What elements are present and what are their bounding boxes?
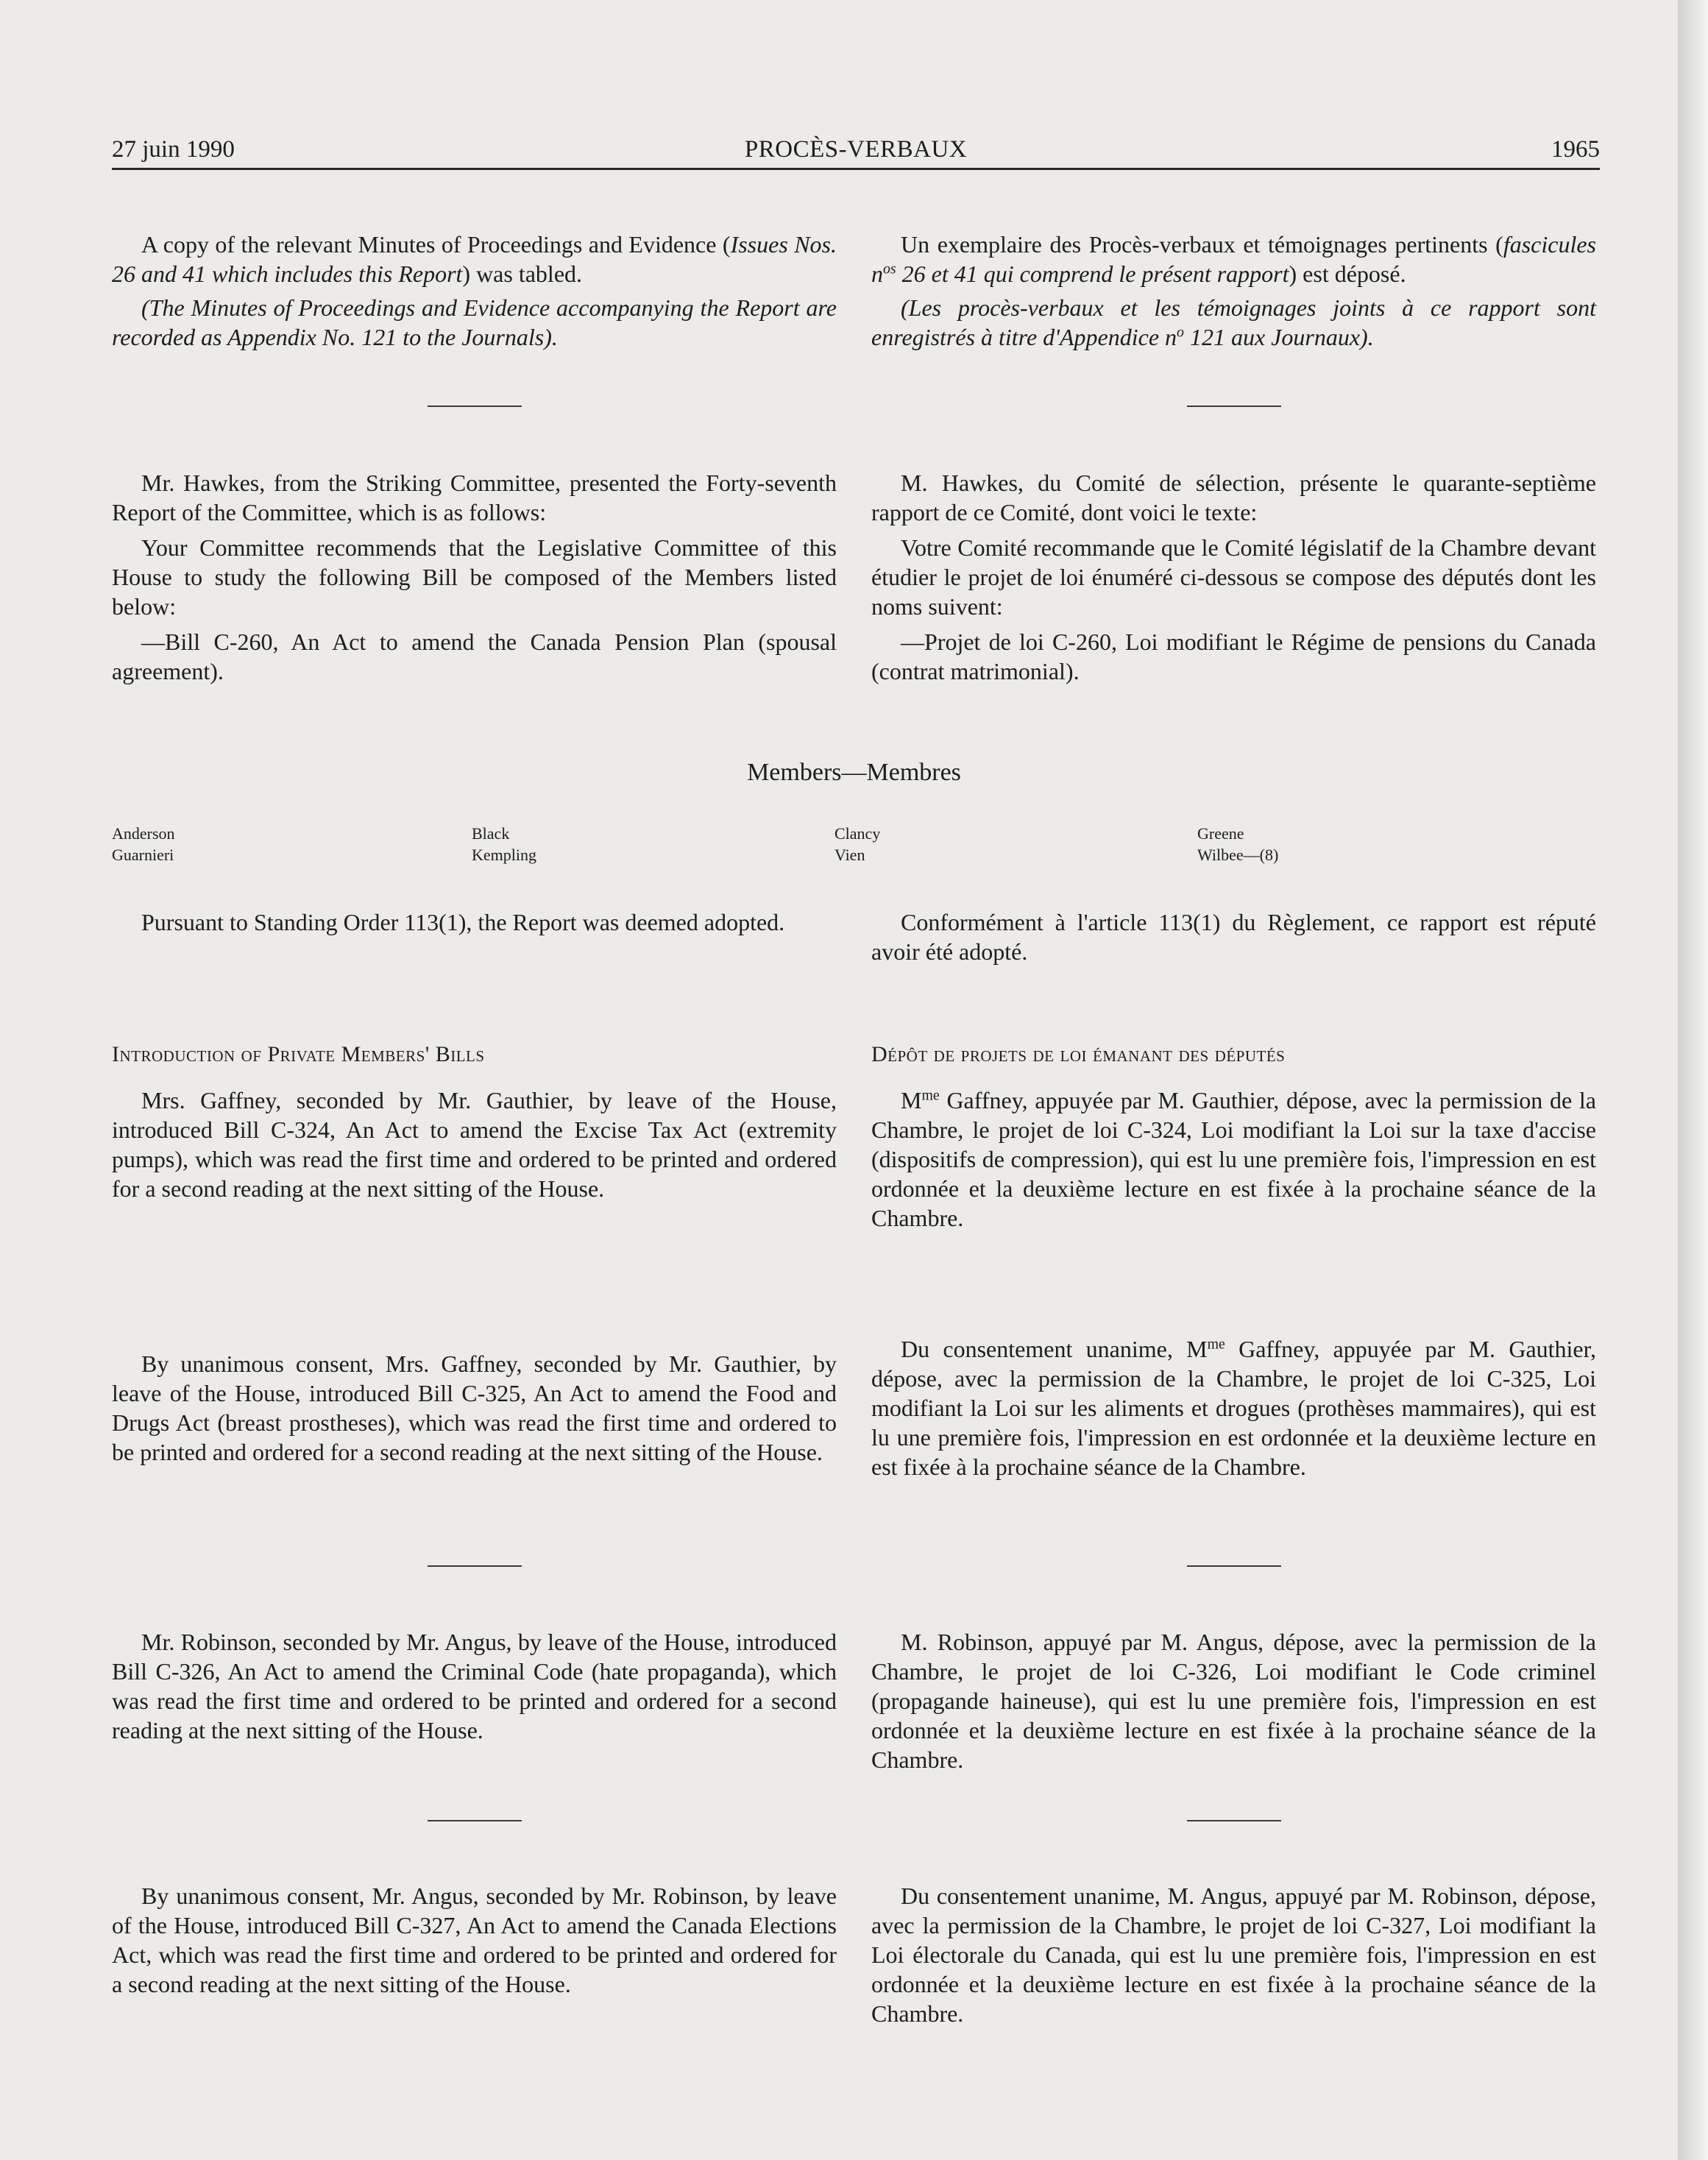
right-block-2 [871,468,1596,686]
left-paragraph-bill-c260: —Bill C-260, An Act to amend the Canada Pension Plan (spousal agreement). [112,628,837,684]
left-block-7 [112,1881,837,1999]
member-name: Wilbee—(8) [1197,846,1279,864]
member-name: Clancy [834,824,881,843]
right-block-6 [871,1627,1596,1774]
header-title: PROCÈS-VERBAUX [744,136,968,163]
left-block-1 [112,230,837,352]
left-rule-1 [428,406,522,407]
right-paragraph-minutes-tabled: Un exemplaire des Procès-verbaux et témoignages pertinents (fascicules $n^{os}$ 26 et 41 qui comprend le présent rapport) est déposé. [871,231,1596,287]
right-paragraph-committee-recommends: Votre Comité recommande que le Comité législatif de la Chambre devant étudier le projet de loi énuméré ci-dessous se compose des députés dont les noms suivent: [871,534,1596,620]
right-paragraph-hawkes-report: M. Hawkes, du Comité de sélection, présente le quarante-septième rapport de ce Comité, dont voici le texte: [871,470,1596,525]
member-name: Anderson [112,824,175,843]
member-name: Guarnieri [112,846,174,864]
member-list-col3 [834,823,1144,865]
left-paragraph-bill-c327: By unanimous consent, Mr. Angus, seconded by Mr. Robinson, by leave of the House, introduced Bill C-327, An Act to amend the Canada Elections Act, which was read the first time and ordered to be printed and ordered for a second reading at the next sitting of the House. [112,1883,837,1997]
page-number: 1965 [1551,136,1600,163]
left-block-6 [112,1627,837,1745]
member-name: Black [472,824,510,843]
right-block-1 [871,230,1596,352]
right-rule-2 [1187,1565,1281,1567]
right-block-5 [871,1334,1596,1481]
right-block-4 [871,1040,1596,1233]
left-paragraph-report-adopted: Pursuant to Standing Order 113(1), the Report was deemed adopted. [141,909,785,935]
member-list-col4 [1197,823,1506,865]
left-rule-2 [428,1565,522,1567]
member-list-col1 [112,823,421,865]
left-paragraph-minutes-tabled: A copy of the relevant Minutes of Proceedings and Evidence (Issues Nos. 26 and 41 which includes this Report) was tabled. [112,231,837,287]
left-block-4 [112,1040,837,1203]
right-section-heading: Dépôt de projets de loi émanant des députés [871,1042,1286,1066]
right-rule-1 [1187,406,1281,407]
left-rule-3 [428,1820,522,1821]
right-block-3 [871,907,1596,966]
right-paragraph-bill-c324: $M^{me}$ Gaffney, appuyée par M. Gauthier, dépose, avec la permission de la Chambre, le projet de loi C-324, Loi modifiant la Loi sur la taxe d'accise (dispositifs de compression), qui est lu une première fois, l'impression en est ordonnée et la deuxième lecture en est fixée à la prochaine séance de la Chambre. [871,1087,1596,1231]
left-block-5 [112,1349,837,1467]
left-paragraph-hawkes-report: Mr. Hawkes, from the Striking Committee, presented the Forty-seventh Report of the Committee, which is as follows: [112,470,837,525]
left-paragraph-bill-c324: Mrs. Gaffney, seconded by Mr. Gauthier, by leave of the House, introduced Bill C-324, An Act to amend the Excise Tax Act (extremity pumps), which was read the first time and ordered to be printed and ordered for a second reading at the next sitting of the House. [112,1087,837,1202]
members-heading: Members—Membres [747,759,961,786]
left-paragraph-bill-c326: Mr. Robinson, seconded by Mr. Angus, by leave of the House, introduced Bill C-326, An Act to amend the Criminal Code (hate propaganda), which was read the first time and ordered to be printed and ordered for a second reading at the next sitting of the House. [112,1629,837,1743]
right-paragraph-bill-c327: Du consentement unanime, M. Angus, appuyé par M. Robinson, dépose, avec la permission de la Chambre, le projet de loi C-327, Loi modifiant la Loi électorale du Canada, qui est lu une première fois, l'impression en est ordonnée et la deuxième lecture en est fixée à la prochaine séance de la Chambre. [871,1883,1596,2027]
page-edge [1678,0,1708,2160]
left-paragraph-bill-c325: By unanimous consent, Mrs. Gaffney, seconded by Mr. Gauthier, by leave of the House, introduced Bill C-325, An Act to amend the Food and Drugs Act (breast prostheses), which was read the first time and ordered to be printed and ordered for a second reading at the next sitting of the House. [112,1350,837,1465]
member-name: Greene [1197,824,1244,843]
right-block-7 [871,1881,1596,2028]
member-list-col2 [472,823,781,865]
member-name: Vien [834,846,865,864]
member-name: Kempling [472,846,536,864]
header-date: 27 juin 1990 [112,136,235,163]
left-section-heading: Introduction of Private Members' Bills [112,1042,485,1066]
right-rule-3 [1187,1820,1281,1821]
right-paragraph-bill-c325: Du consentement unanime, $M^{me}$ Gaffney, appuyée par M. Gauthier, dépose, avec la permission de la Chambre, le projet de loi C-325, Loi modifiant la Loi sur les aliments et drogues (prothèses mammaires), qui est lu une première fois, l'impression en est ordonnée et la deuxième lecture en est fixée à la prochaine séance de la Chambre. [871,1336,1597,1480]
right-paragraph-report-adopted: Conformément à l'article 113(1) du Règlement, ce rapport est réputé avoir été adopté. [871,909,1596,965]
page-header [112,131,1600,170]
left-paragraph-appendix-note: (The Minutes of Proceedings and Evidence accompanying the Report are recorded as Appendix No. 121 to the Journals). [112,294,837,350]
right-paragraph-bill-c260: —Projet de loi C-260, Loi modifiant le Régime de pensions du Canada (contrat matrimonial). [871,628,1596,684]
left-block-3 [112,907,837,937]
right-paragraph-bill-c326: M. Robinson, appuyé par M. Angus, dépose, avec la permission de la Chambre, le projet de loi C-326, Loi modifiant le Code criminel (propagande haineuse), qui est lu une première fois, l'impression en est ordonnée et la deuxième lecture en est fixée à la prochaine séance de la Chambre. [871,1629,1596,1773]
left-paragraph-committee-recommends: Your Committee recommends that the Legislative Committee of this House to study the following Bill be composed of the Members listed below: [112,534,837,620]
left-block-2 [112,468,837,686]
right-paragraph-appendix-note: (Les procès-verbaux et les témoignages joints à ce rapport sont enregistrés à titre d'Appendice $n^o$ 121 aux Journaux). [871,294,1596,350]
